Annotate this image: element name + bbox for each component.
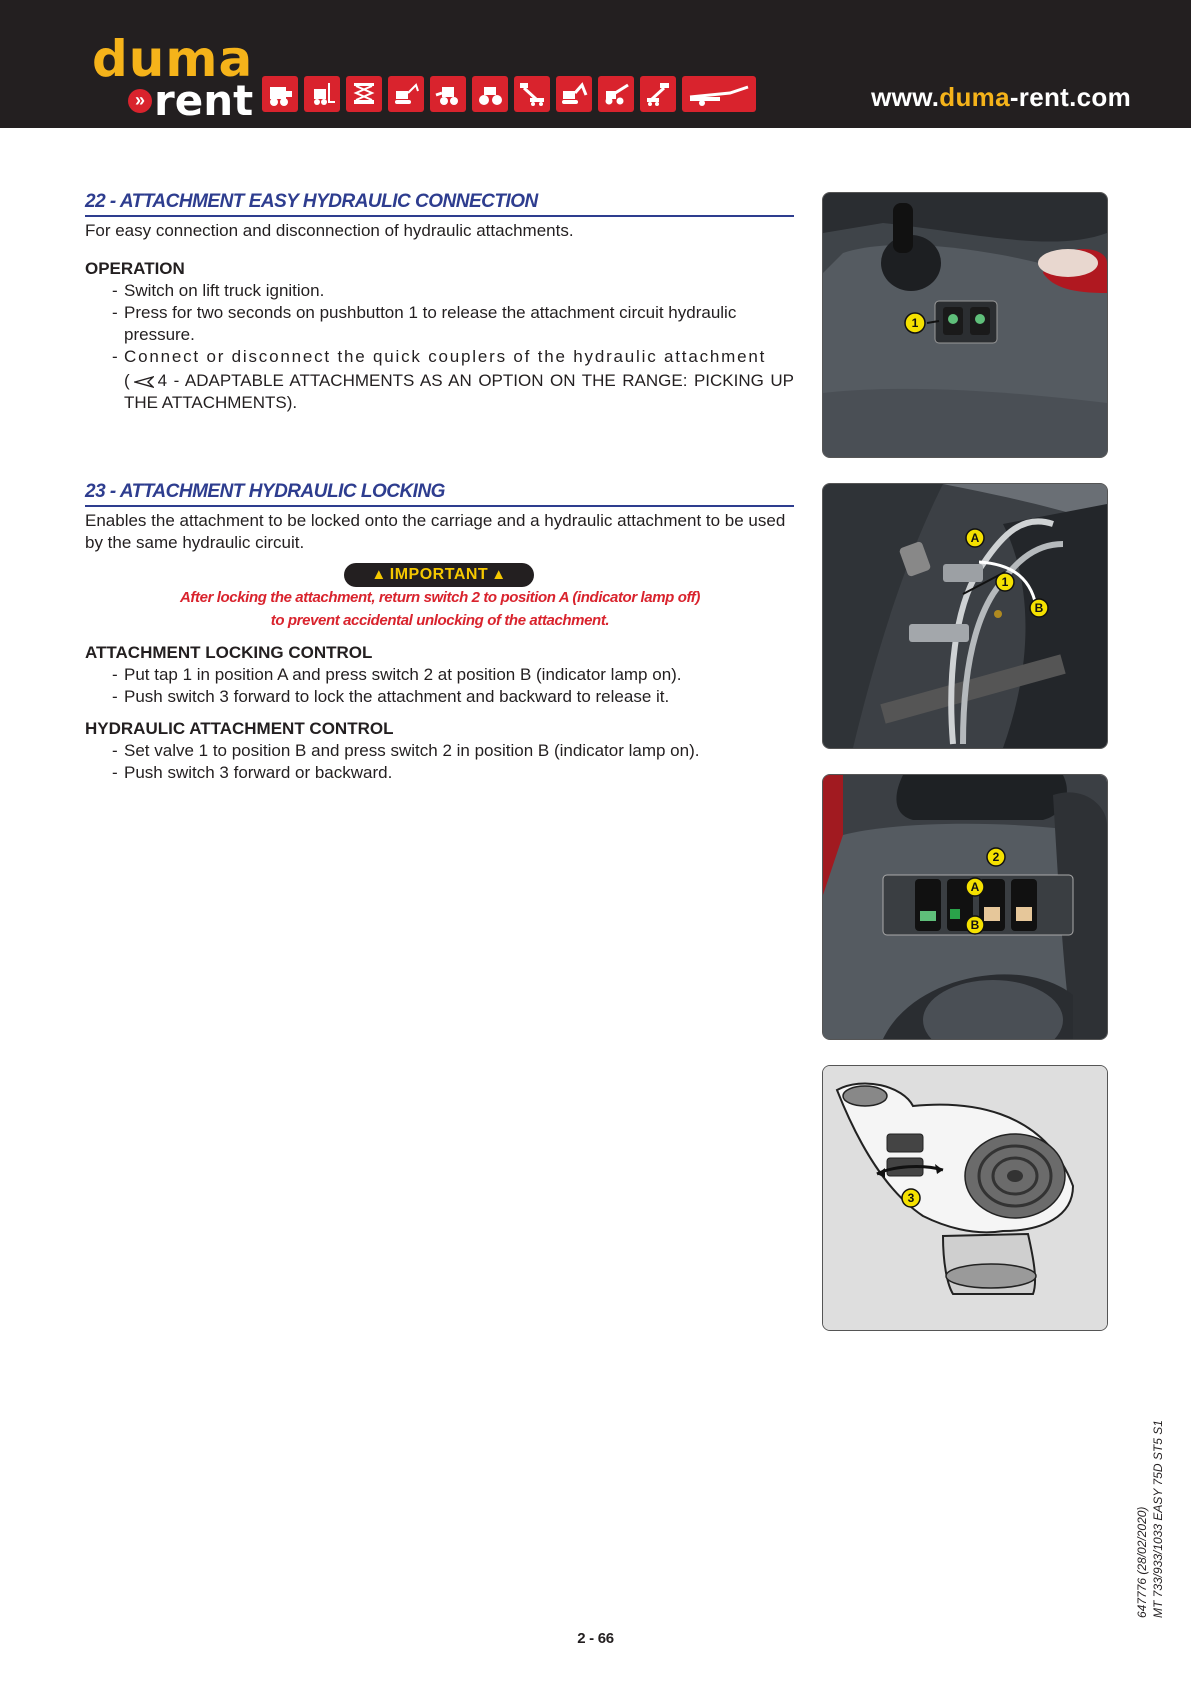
section-22-title: 22 - ATTACHMENT EASY HYDRAULIC CONNECTION — [85, 190, 794, 217]
document-reference — [1134, 1420, 1166, 1618]
operation-step-2: - Press for two seconds on pushbutton 1 to release the attachment circuit hydraulic pressure. — [112, 302, 795, 346]
mini-excavator-icon — [388, 76, 424, 112]
machine-icon-strip — [262, 76, 756, 112]
duma-rent-logo[interactable] — [92, 30, 254, 125]
doc-ref-line-1: 647776 (28/02/2020) — [1135, 1506, 1149, 1618]
page-number: 2 - 66 — [577, 1630, 614, 1647]
operation-step-3: - Connect or disconnect the quick couplers of the hydraulic attachment — [112, 346, 795, 368]
operation-heading: OPERATION — [85, 259, 185, 278]
photo-hydraulic-tap — [822, 483, 1108, 749]
warning-line-2: to prevent accidental unlocking of the attachment. — [270, 612, 610, 629]
warning-line-1: After locking the attachment, return switch 2 to position A (indicator lamp off) — [180, 589, 700, 606]
boom-lift-icon — [514, 76, 550, 112]
callout-b-text: B — [1034, 601, 1044, 615]
callout-b — [966, 916, 984, 934]
compactor-icon — [472, 76, 508, 112]
section-23-intro: Enables the attachment to be locked onto the carriage and a hydraulic attachment to be used by the same hydraulic circuit. — [85, 511, 786, 552]
ref-text: 4 - ADAPTABLE ATTACHMENTS AS AN OPTION ON THE RANGE: PICKING UP THE ATTACHMENTS). — [124, 371, 794, 412]
callout-3 — [902, 1189, 920, 1207]
trailer-platform-icon — [682, 76, 756, 112]
callout-1-text: 1 — [911, 316, 919, 330]
callout-a-text: A — [970, 531, 980, 545]
website-brand: duma — [939, 82, 1010, 112]
hydraulic-control-heading: HYDRAULIC ATTACHMENT CONTROL — [85, 719, 394, 738]
excavator-icon — [556, 76, 592, 112]
callout-b — [1030, 599, 1048, 617]
logo-chevron-icon: » — [128, 89, 152, 113]
section-22-intro: For easy connection and disconnection of hydraulic attachments. — [85, 221, 574, 240]
important-label: IMPORTANT — [389, 566, 489, 583]
section-23-title: 23 - ATTACHMENT HYDRAULIC LOCKING — [85, 480, 794, 507]
logo-rent-text: rent — [154, 76, 254, 125]
telehandler-icon — [598, 76, 634, 112]
callout-b-text: B — [970, 918, 980, 932]
important-badge — [344, 563, 534, 587]
callout-1-text: 1 — [1001, 575, 1009, 589]
logo-duma-text: duma — [92, 30, 254, 88]
scissor-lift-icon — [346, 76, 382, 112]
hydraulic-step-2: - Push switch 3 forward or backward. — [112, 762, 795, 784]
callout-a-text: A — [970, 880, 980, 894]
page-header — [0, 0, 1191, 128]
photo-pushbutton-panel — [822, 192, 1108, 458]
skid-steer-icon — [262, 76, 298, 112]
wheel-loader-icon — [430, 76, 466, 112]
callout-2 — [987, 848, 1005, 866]
callout-1 — [996, 573, 1014, 591]
locking-step-1: - Put tap 1 in position A and press switch 2 at position B (indicator lamp on). — [112, 664, 795, 686]
reference-pointer-icon — [134, 376, 154, 388]
photo-switch-panel — [822, 774, 1108, 1040]
warning-triangle-icon: ▲ — [371, 566, 387, 583]
callout-3-text: 3 — [907, 1191, 915, 1205]
cross-reference — [124, 370, 794, 414]
hydraulic-steps — [112, 740, 795, 784]
hydraulic-step-1: - Set valve 1 to position B and press switch 2 in position B (indicator lamp on). — [112, 740, 795, 762]
locking-control-heading: ATTACHMENT LOCKING CONTROL — [85, 643, 373, 662]
website-prefix: www. — [871, 82, 940, 112]
doc-ref-line-2: MT 733/933/1033 EASY 75D ST5 S1 — [1151, 1420, 1165, 1618]
locking-steps — [112, 664, 795, 708]
aerial-platform-icon — [640, 76, 676, 112]
operation-step-1: - Switch on lift truck ignition. — [112, 280, 795, 302]
warning-triangle-icon: ▲ — [491, 566, 507, 583]
forklift-icon — [304, 76, 340, 112]
callout-a — [966, 878, 984, 896]
joystick-illustration — [822, 1065, 1108, 1331]
callout-a — [966, 529, 984, 547]
website-suffix: -rent.com — [1009, 82, 1131, 112]
operation-steps — [112, 280, 795, 368]
ref-open-paren: ( — [124, 371, 130, 390]
callout-2-text: 2 — [992, 850, 1000, 864]
website-link[interactable] — [871, 82, 1131, 113]
locking-step-2: - Push switch 3 forward to lock the attachment and backward to release it. — [112, 686, 795, 708]
callout-1 — [905, 313, 925, 333]
